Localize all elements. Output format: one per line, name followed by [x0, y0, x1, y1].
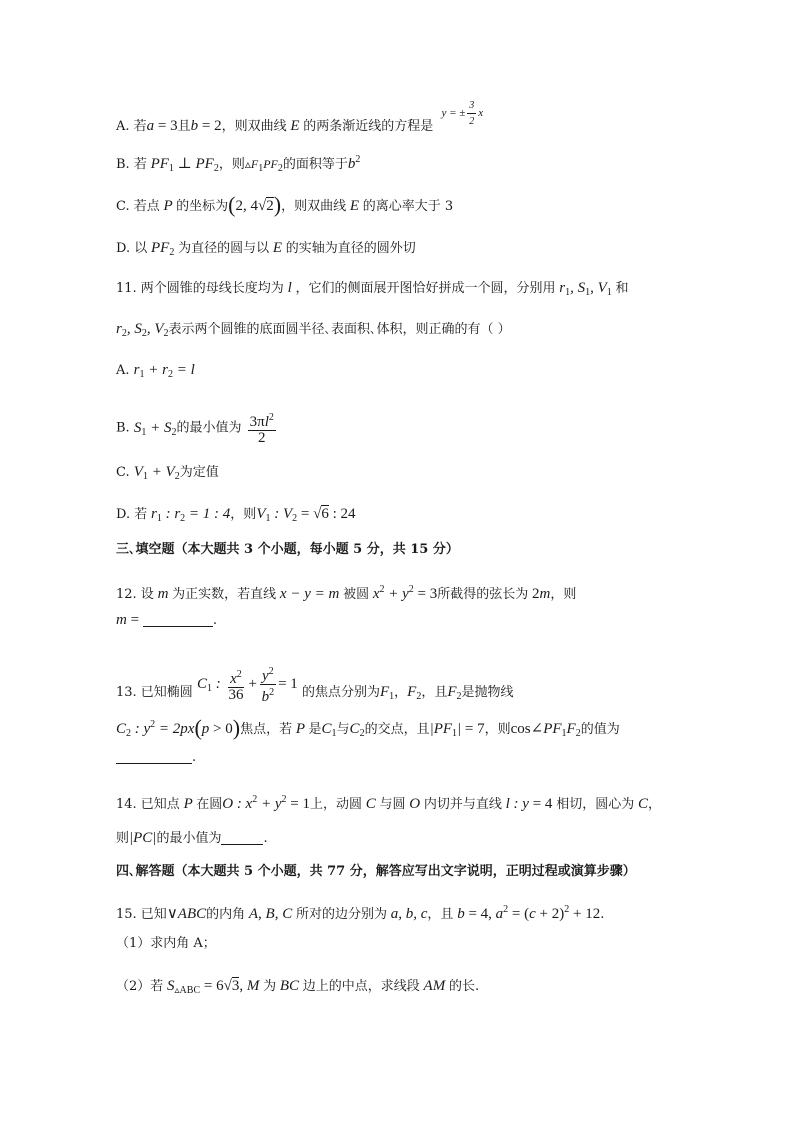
q10-option-c: C. 若点 P 的坐标为(2, 4√2)，则双曲线 E 的离心率大于 3 — [116, 192, 454, 217]
q11-option-b: B. $S_1 + S_2$的最小值为 $\frac{3\pi l^2}{2}$ — [116, 412, 274, 446]
q11-option-a: A. $r_1 + r_2 = l$ — [116, 362, 195, 380]
q15-part1: （1）求内角 A； — [116, 936, 216, 951]
q14-line2: 则|PC|的最小值为 . — [116, 830, 268, 846]
section-4-title: 四､解答题（本大题共 5 个小题，共 77 分，解答应写出文字说明，正明过程或演算步骤） — [116, 864, 636, 879]
q14-line1: 14. 已知点 P 在圆O : $x^2 + y^2 = 1$上，动圆 C 与圆 O 内切并与直线 l : y = 4 相切，圆心为 C， — [116, 794, 661, 812]
q12-answer-blank[interactable] — [143, 612, 213, 627]
q13-line3: . — [116, 748, 196, 768]
q12-line2: m = . — [116, 612, 217, 628]
q15-stem: 15. 已知∨ABC的内角 A, B, C 所对的边分别为 a, b, c，且 b = 4, $a^2 = (c + 2)^2 + 12$. — [116, 904, 605, 922]
q11-option-c: C. $V_1 + V_2$为定值 — [116, 464, 219, 482]
q11-stem-line2: $r_2$, $S_2$, $V_2$表示两个圆锥的底面圆半径､表面积､体积，则正确的有（ ） — [116, 321, 511, 339]
q13-line2: $C_2$ : $y^2 = 2px(p > 0)$焦点，若 P 是$C_1$与$C_2$的交点，且$|PF_1| = 7$，则$\cos\angle PF_1F_2$的值为 — [116, 715, 620, 740]
q10-option-a: A. 若a = 3且b = 2，则双曲线 E 的两条渐近线的方程是 $^{y = \pm \frac{3}{2} x}$ — [116, 100, 484, 135]
q12-line1: 12. 设 m 为正实数，若直线 x − y = m 被圆 $x^2 + y^2 = 3$所截得的弦长为 2m，则 — [116, 584, 577, 602]
q15-part2: （2）若 $S_{▵ABC} = 6√3$, M 为 BC 边上的中点，求线段 AM 的长. — [116, 978, 480, 996]
q14-answer-blank[interactable] — [221, 830, 263, 845]
q10-option-d: D. 以 $PF_2$ 为直径的圆与以 E 的实轴为直径的圆外切 — [116, 240, 416, 258]
q13-line1: 13. 已知椭圆 $C_1$ : $\frac{x^2}{36}$ + $\frac{y^2}{b^2}$ = 1 的焦点分别为$F_1$，$F_2$，且$F_2$是抛物线 — [116, 666, 514, 705]
section-3-title: 三､填空题（本大题共 3 个小题，每小题 5 分，共 15 分） — [116, 542, 459, 557]
q11-stem-line1: 11. 两个圆锥的母线长度均为 l ，它们的侧面展开图恰好拼成一个圆，分别用 $r_1$, $S_1$, $V_1$ 和 — [116, 280, 629, 298]
q11-option-d: D. 若 $r_1$ : $r_2 = 1$ : 4，则$V_1$ : $V_2 = √6$ : 24 — [116, 506, 356, 524]
q10-option-b: B. 若 $PF_1$ ⊥ $PF_2$，则$▵F_1PF_2$的面积等于$b^2$ — [116, 154, 361, 174]
q13-answer-blank[interactable] — [116, 749, 192, 764]
